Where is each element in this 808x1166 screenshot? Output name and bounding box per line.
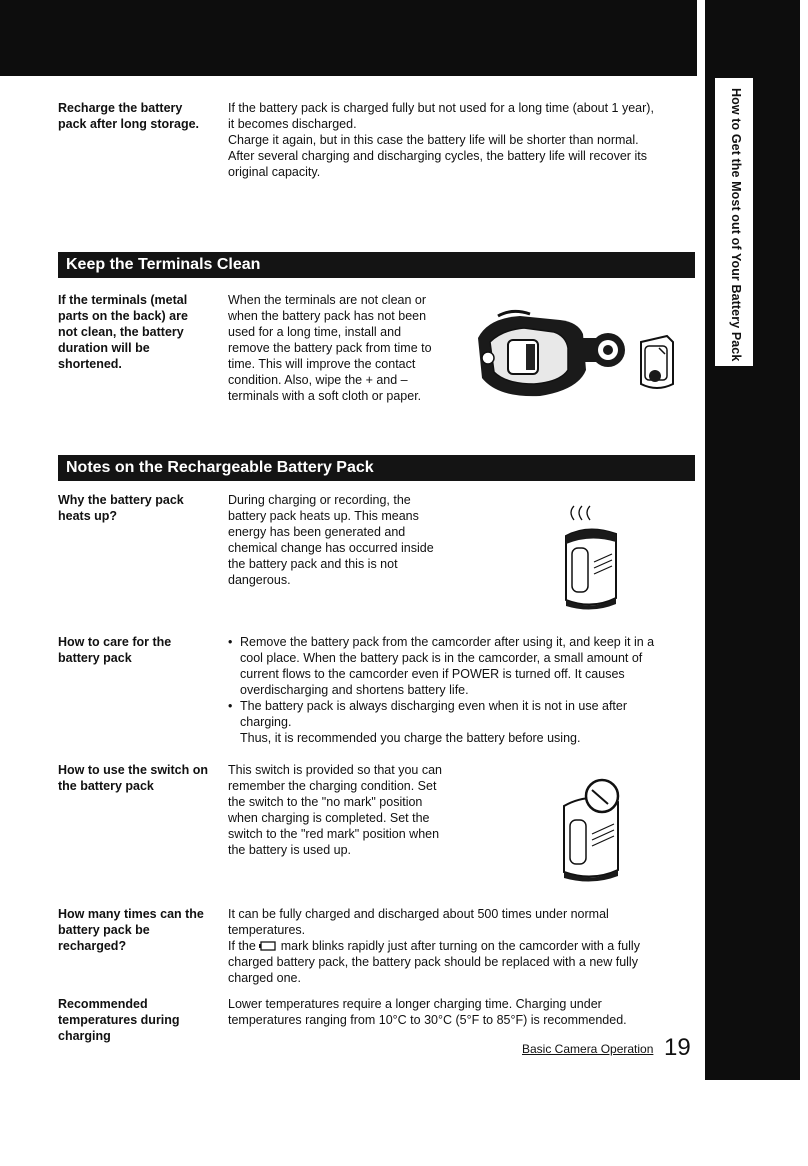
terminals-text: When the terminals are not clean or when the battery pack has not been used for a long time, install and remove the battery pack from time to time. This will improve the contact condition. Also, wipe the + and – terminals with a soft cloth or paper.: [228, 293, 432, 403]
footer-section-name: Basic Camera Operation: [522, 1042, 654, 1056]
battery-pack-illustration: [637, 332, 677, 392]
temps-text: Lower temperatures require a longer charging time. Charging under temperatures ranging from 10°C to 30°C (5°F to 85°F) is recommended.: [228, 997, 627, 1027]
camcorder-illustration: [468, 308, 630, 408]
switch-text: This switch is provided so that you can remember the charging condition. Set the switch to the "no mark" position when charging is completed. Set the switch to the "red mark" position when the battery is used up.: [228, 763, 442, 857]
temps-label: Recommended temperatures during charging: [58, 997, 180, 1043]
battery-switch-illustration: [558, 774, 624, 884]
heating-battery-illustration: [558, 504, 624, 610]
section-banner-terminals: Keep the Terminals Clean: [58, 252, 695, 278]
top-black-bar: [0, 0, 697, 76]
care-text: [228, 634, 698, 746]
care-bullet-1: • Remove the battery pack from the camcorder after using it, and keep it in a cool place. When the battery pack is in the camcorder, a small amount of current flows to the camcorder even if POWER is turned off. It causes overdischarging and shortens battery life.: [228, 634, 698, 698]
times-label: How many times can the battery pack be recharged?: [58, 907, 204, 953]
heats-text: During charging or recording, the battery pack heats up. This means energy has been generated and chemical change has occurred inside the battery pack and this is not dangerous.: [228, 493, 434, 587]
recharge-label: Recharge the battery pack after long storage.: [58, 101, 200, 131]
heats-label: Why the battery pack heats up?: [58, 493, 184, 523]
terminals-label: If the terminals (metal parts on the back) are not clean, the battery duration will be shortened.: [58, 293, 188, 371]
side-tab-label: How to Get the Most out of Your Battery Pack: [729, 88, 743, 362]
battery-indicator-icon: [259, 941, 277, 951]
recharge-text: If the battery pack is charged fully but not used for a long time (about 1 year), it becomes discharged. Charge it again, but in this case the battery life will be shorter than normal. After several charging and discharging cycles, the battery life will recover its original capacity.: [228, 101, 654, 179]
page-number: 19: [664, 1034, 691, 1061]
care-bullet-2: • The battery pack is always discharging even when it is not in use after charging. Thus, it is recommended you charge the battery before using.: [228, 698, 698, 746]
times-text: It can be fully charged and discharged about 500 times under normal temperatures. If the mark blinks rapidly just after turning on the camcorder with a fully charged battery pack, the battery pack should be replaced with a new fully charged one.: [228, 907, 640, 985]
care-label: How to care for the battery pack: [58, 635, 172, 665]
switch-label: How to use the switch on the battery pack: [58, 763, 209, 793]
section-banner-notes: Notes on the Rechargeable Battery Pack: [58, 455, 695, 481]
